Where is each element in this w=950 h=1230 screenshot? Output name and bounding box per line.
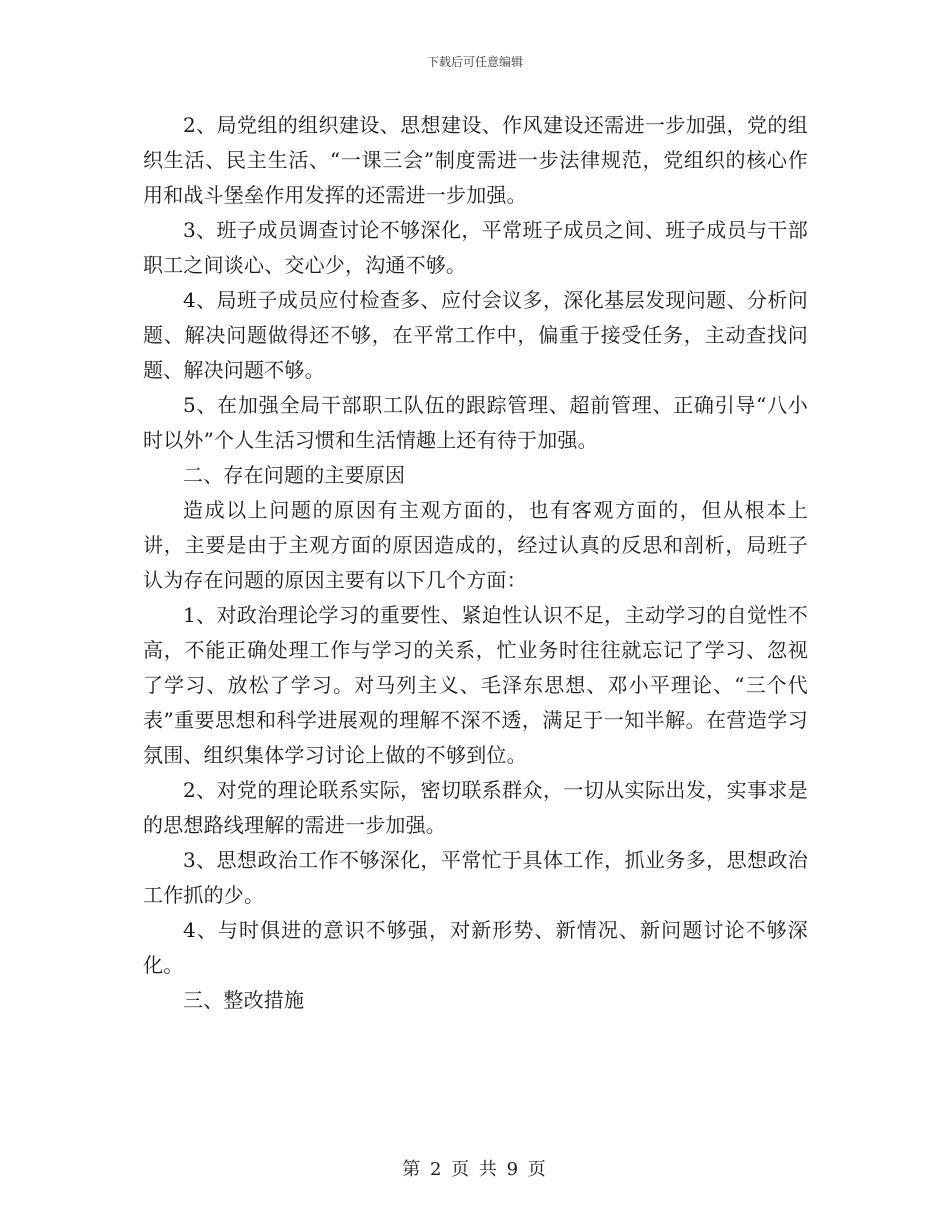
paragraph: 5、在加强全局干部职工队伍的跟踪管理、超前管理、正确引导“八小时以外”个人生活习惯和生活情趣上还有待于加强。 xyxy=(143,393,808,452)
paragraph: 2、局党组的组织建设、思想建设、作风建设还需进一步加强，党的组织生活、民主生活、“一课三会”制度需进一步法律规范，党组织的核心作用和战斗堡垒作用发挥的还需进一步加强。 xyxy=(143,113,808,207)
document-body xyxy=(143,108,808,1018)
page-number-footer: 第 2 页 共 9 页 xyxy=(402,1159,548,1180)
page-header: 下载后可任意编辑 xyxy=(426,55,523,69)
paragraph: 造成以上问题的原因有主观方面的，也有客观方面的，但从根本上讲，主要是由于主观方面的原因造成的，经过认真的反思和剖析，局班子认为存在问题的原因主要有以下几个方面： xyxy=(143,498,808,592)
paragraph: 3、班子成员调查讨论不够深化，平常班子成员之间、班子成员与干部职工之间谈心、交心少，沟通不够。 xyxy=(143,218,808,277)
section-heading: 三、整改措施 xyxy=(183,988,305,1012)
paragraph: 1、对政治理论学习的重要性、紧迫性认识不足，主动学习的自觉性不高，不能正确处理工作与学习的关系，忙业务时往往就忘记了学习、忽视了学习、放松了学习。对马列主义、毛泽东思想、邓小平理论、“三个代表”重要思想和科学进展观的理解不深不透，满足于一知半解。在营造学习氛围、组织集体学习讨论上做的不够到位。 xyxy=(143,603,808,767)
paragraph: 4、与时俱进的意识不够强，对新形势、新情况、新问题讨论不够深化。 xyxy=(143,918,808,977)
paragraph: 3、思想政治工作不够深化，平常忙于具体工作，抓业务多，思想政治工作抓的少。 xyxy=(143,848,808,907)
paragraph: 4、局班子成员应付检查多、应付会议多，深化基层发现问题、分析问题、解决问题做得还不够，在平常工作中，偏重于接受任务，主动查找问题、解决问题不够。 xyxy=(143,288,808,382)
paragraph: 2、对党的理论联系实际，密切联系群众，一切从实际出发，实事求是的思想路线理解的需进一步加强。 xyxy=(143,778,808,837)
section-heading: 二、存在问题的主要原因 xyxy=(183,463,406,487)
